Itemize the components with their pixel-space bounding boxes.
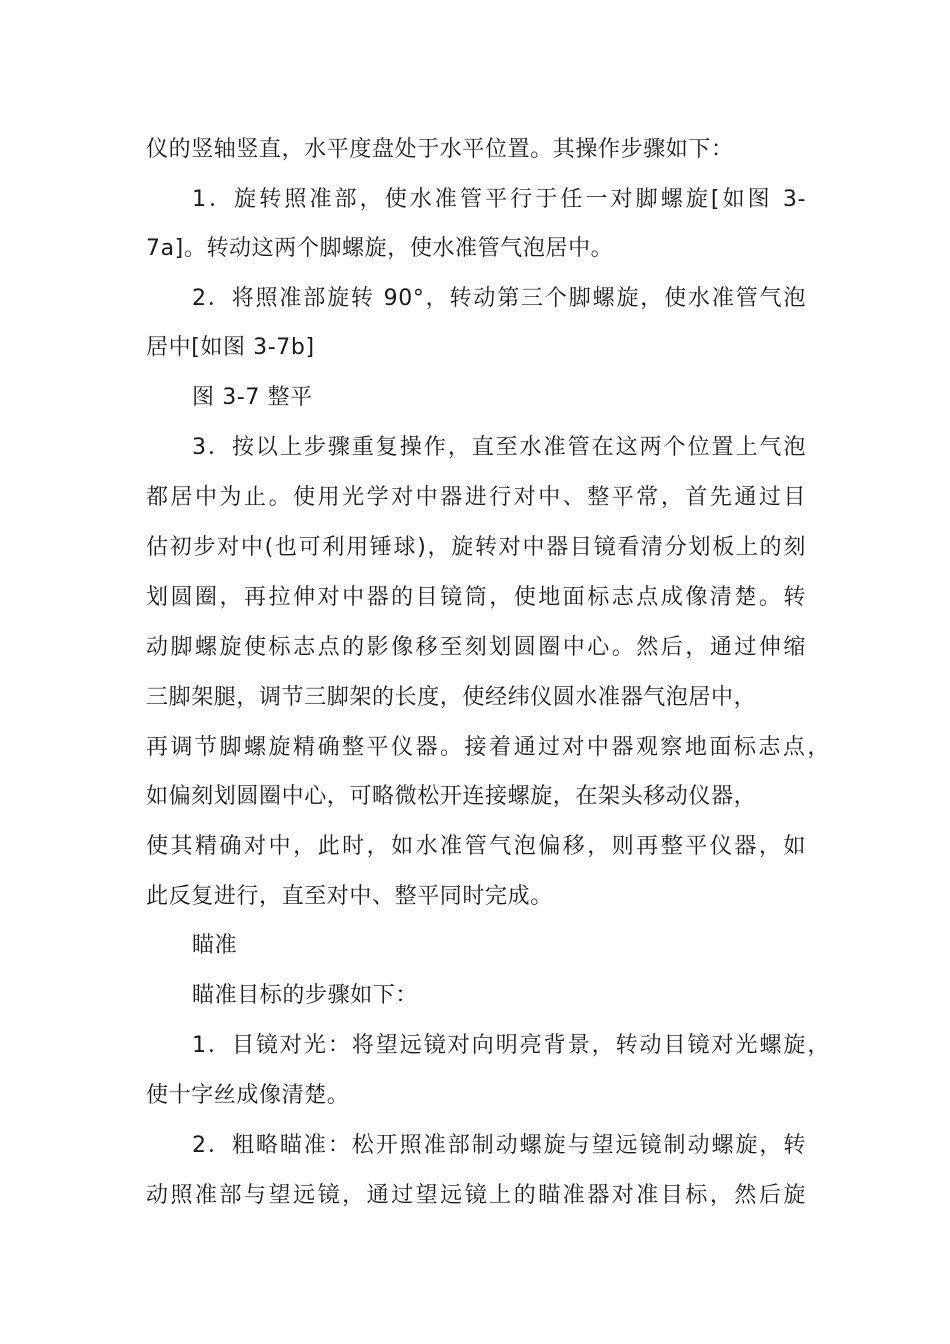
text-line: 划圆圈，再拉伸对中器的目镜筒，使地面标志点成像清楚。转 [146, 585, 806, 610]
text-line: 1．旋转照准部，使水准管平行于任一对脚螺旋[如图 3- [192, 187, 806, 212]
text-line: 动照准部与望远镜，通过望远镜上的瞄准器对准目标，然后旋 [146, 1183, 806, 1208]
text-line: 如偏刻划圆圈中心，可略微松开连接螺旋，在架头移动仪器， [146, 784, 757, 809]
text-line: 仪的竖轴竖直，水平度盘处于水平位置。其操作步骤如下： [146, 137, 734, 162]
text-line: 3．按以上步骤重复操作，直至水准管在这两个位置上气泡 [192, 435, 806, 460]
text-line: 7a]。转动这两个脚螺旋，使水准管气泡居中。 [146, 236, 614, 261]
text-line: 此反复进行，直至对中、整平同时完成。 [146, 884, 553, 909]
text-line: 动脚螺旋使标志点的影像移至刻划圆圈中心。然后，通过伸缩 [146, 635, 806, 660]
text-line: 2．将照准部旋转 90°，转动第三个脚螺旋，使水准管气泡 [192, 286, 806, 311]
text-line: 1．目镜对光：将望远镜对向明亮背景，转动目镜对光螺旋， [192, 1033, 830, 1058]
text-line: 再调节脚螺旋精确整平仪器。接着通过对中器观察地面标志点， [146, 735, 830, 760]
text-line: 居中[如图 3-7b] [146, 335, 315, 360]
text-line: 2．粗略瞄准：松开照准部制动螺旋与望远镜制动螺旋，转 [192, 1133, 806, 1158]
text-line: 使十字丝成像清楚。 [146, 1083, 350, 1108]
text-line: 使其精确对中，此时，如水准管气泡偏移，则再整平仪器，如 [146, 834, 806, 859]
section-heading: 瞄准 [192, 933, 238, 958]
text-line: 都居中为止。使用光学对中器进行对中、整平常，首先通过目 [146, 485, 806, 510]
text-line: 三脚架腿，调节三脚架的长度，使经纬仪圆水准器气泡居中， [146, 685, 757, 710]
text-line: 瞄准目标的步骤如下： [192, 983, 419, 1008]
figure-caption: 图 3-7 整平 [192, 385, 313, 410]
text-line: 估初步对中(也可利用锤球)，旋转对中器目镜看清分划板上的刻 [146, 535, 806, 560]
